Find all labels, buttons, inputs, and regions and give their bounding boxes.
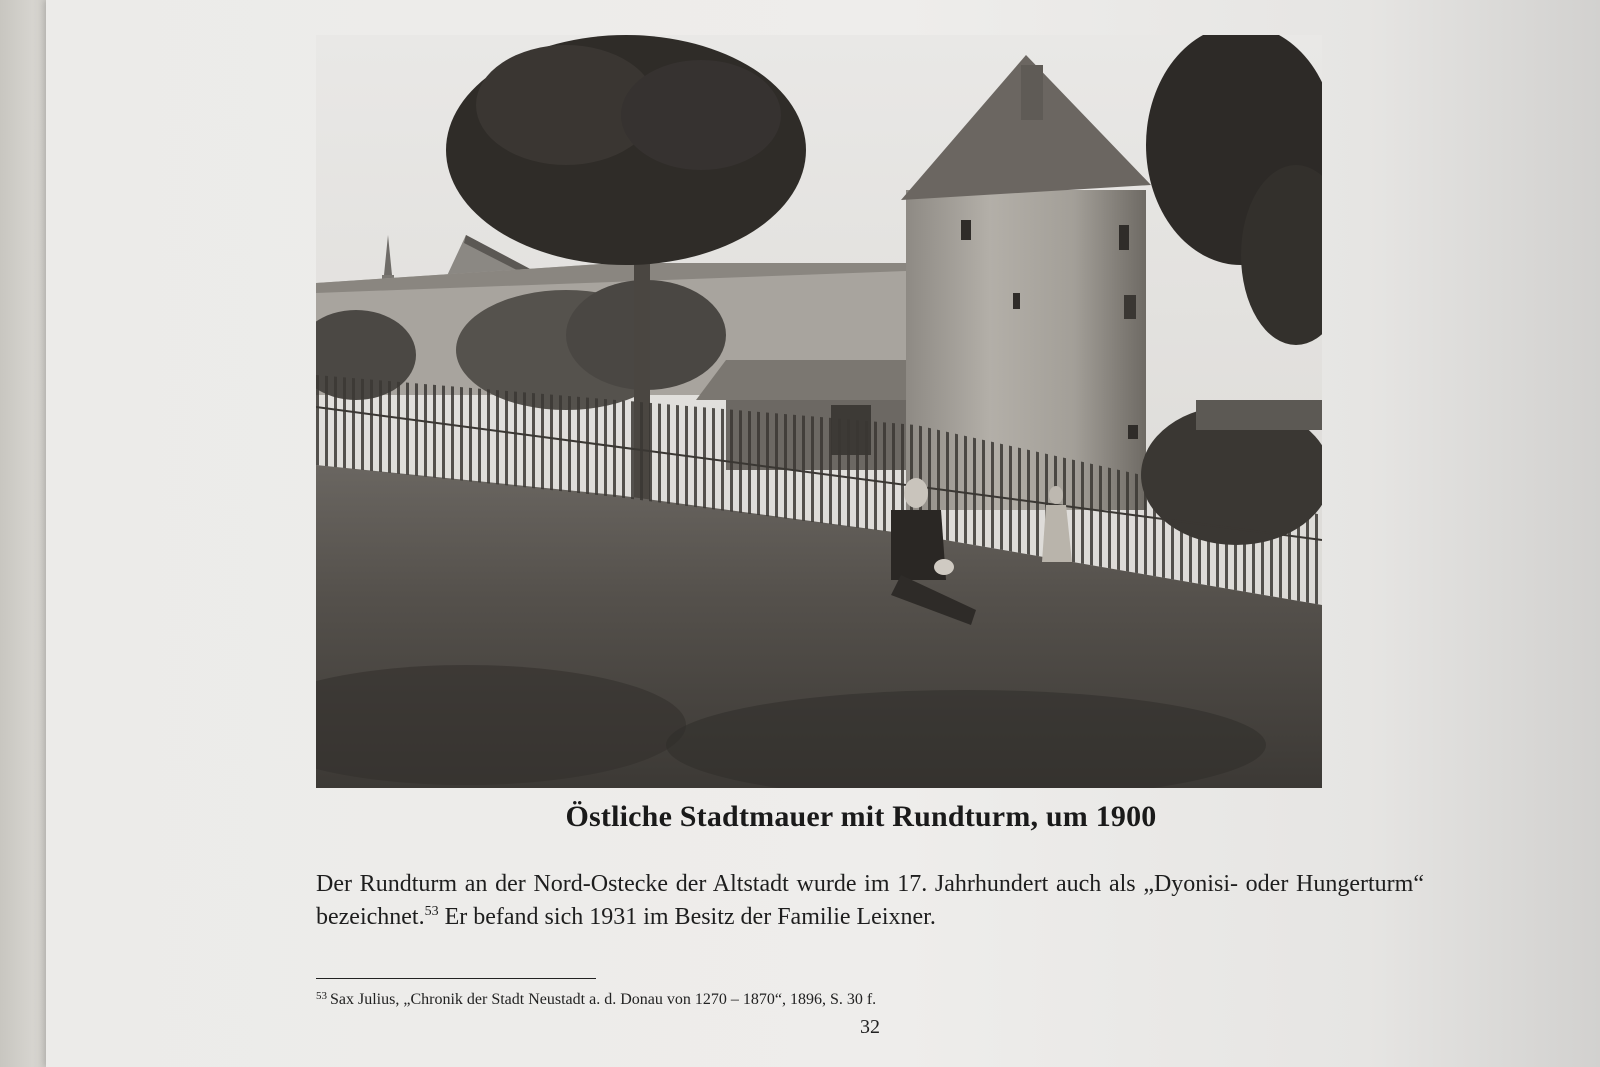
background-edge [0, 0, 46, 1067]
footnote-text: Sax Julius, „Chronik der Stadt Neustadt a. d. Donau von 1270 – 1870“, 1896, S. 30 f. [330, 991, 877, 1008]
body-text-part1: Der Rundturm an der Nord-Ostecke der Altstadt wurde im 17. Jahrhundert auch als „Dyonisi- oder Hungerturm“ bezeichnet. [316, 871, 1424, 930]
body-text-part2: Er befand sich 1931 im Besitz der Familie Leixner. [438, 904, 936, 930]
historic-photo [316, 35, 1322, 788]
footnote-divider [316, 978, 596, 979]
photo-caption: Östliche Stadtmauer mit Rundturm, um 1900 [565, 800, 1157, 833]
footnote [316, 991, 1416, 1009]
page-number: 32 [860, 1016, 880, 1038]
footnote-reference: 53 [424, 904, 439, 919]
body-paragraph [316, 868, 1424, 934]
footnote-number: 53 [316, 990, 327, 1002]
